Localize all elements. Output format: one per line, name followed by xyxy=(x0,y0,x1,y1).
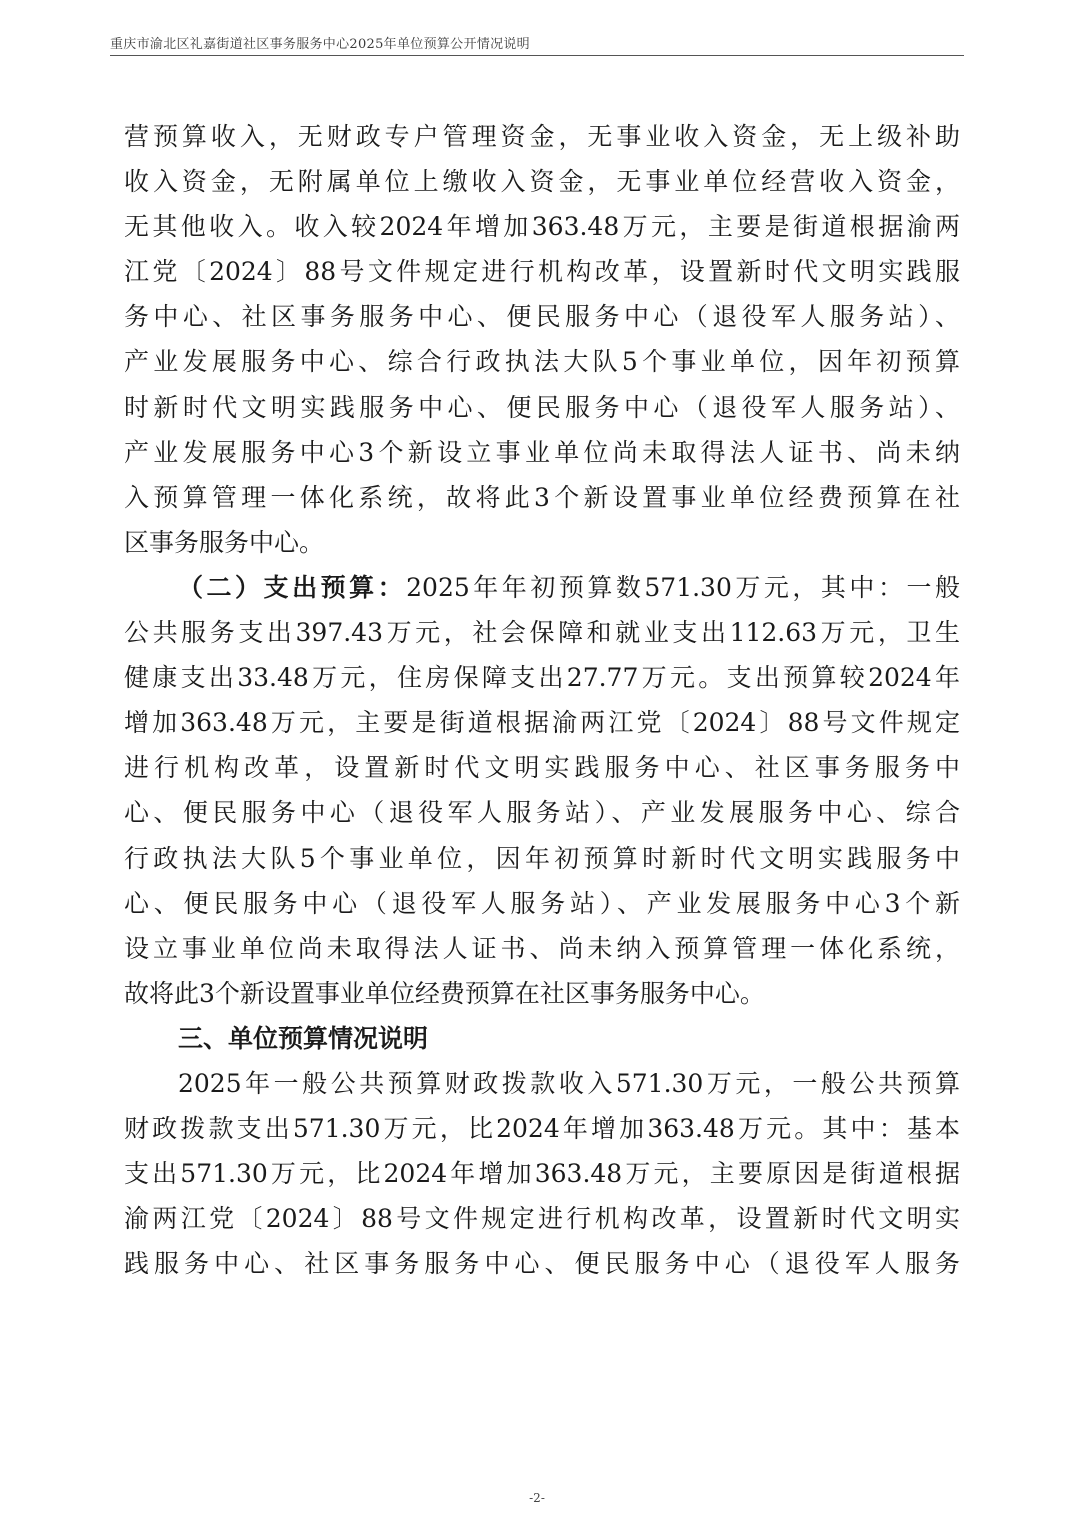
text-line: 渝两江党〔2024〕88号文件规定进行机构改革，设置新时代文明实 xyxy=(124,1204,960,1234)
text-line: 区事务服务中心。 xyxy=(124,527,325,557)
text-run: 2025年年初预算数571.30万元，其中：一般 xyxy=(406,572,960,602)
running-header: 重庆市渝北区礼嘉街道社区事务服务中心2025年单位预算公开情况说明 xyxy=(110,37,530,52)
text-line: 支出571.30万元，比2024年增加363.48万元，主要原因是街道根据 xyxy=(124,1159,960,1189)
text-line: 心、便民服务中心（退役军人服务站）、产业发展服务中心3个新 xyxy=(124,888,960,918)
text-line: 行政执法大队5个事业单位，因年初预算时新时代文明实践服务中 xyxy=(124,843,960,873)
paragraph-expenditure-budget xyxy=(124,565,960,1016)
text-line: 践服务中心、社区事务服务中心、便民服务中心（退役军人服务 xyxy=(124,1249,960,1279)
section-three xyxy=(124,1016,960,1287)
text-line: 财政拨款支出571.30万元，比2024年增加363.48万元。其中：基本 xyxy=(124,1114,960,1144)
text-line: 增加363.48万元，主要是街道根据渝两江党〔2024〕88号文件规定 xyxy=(124,708,960,738)
text-line: 无其他收入。收入较2024年增加363.48万元，主要是街道根据渝两 xyxy=(124,212,960,242)
text-line: 进行机构改革，设置新时代文明实践服务中心、社区事务服务中 xyxy=(124,753,960,783)
text-line: 江党〔2024〕88号文件规定进行机构改革，设置新时代文明实践服 xyxy=(124,257,960,287)
subsection-label: （二）支出预算： xyxy=(178,572,407,602)
header-divider xyxy=(110,55,964,56)
text-line: 营预算收入，无财政专户管理资金，无事业收入资金，无上级补助 xyxy=(124,122,960,151)
text-line: 故将此3个新设置事业单位经费预算在社区事务服务中心。 xyxy=(124,978,765,1008)
text-line: 收入资金，无附属单位上缴收入资金，无事业单位经营收入资金， xyxy=(124,167,960,197)
text-line: 务中心、社区事务服务中心、便民服务中心（退役军人服务站）、 xyxy=(124,302,960,332)
text-line: 2025年一般公共预算财政拨款收入571.30万元，一般公共预算 xyxy=(178,1068,960,1098)
page-number: -2- xyxy=(529,1491,545,1505)
text-line: 入预算管理一体化系统，故将此3个新设置事业单位经费预算在社 xyxy=(124,482,960,512)
text-line xyxy=(124,565,960,610)
text-line: 产业发展服务中心、综合行政执法大队5个事业单位，因年初预算 xyxy=(124,347,960,377)
text-line: 时新时代文明实践服务中心、便民服务中心（退役军人服务站）、 xyxy=(124,392,960,422)
text-line: 产业发展服务中心3个新设立事业单位尚未取得法人证书、尚未纳 xyxy=(124,437,960,467)
document-body xyxy=(124,114,960,1286)
text-line: 公共服务支出397.43万元，社会保障和就业支出112.63万元，卫生 xyxy=(124,618,960,648)
section-heading: 三、单位预算情况说明 xyxy=(178,1023,429,1053)
text-line: 设立事业单位尚未取得法人证书、尚未纳入预算管理一体化系统， xyxy=(124,933,960,963)
paragraph-income-continued xyxy=(124,114,960,565)
text-line: 健康支出33.48万元，住房保障支出27.77万元。支出预算较2024年 xyxy=(124,663,960,693)
text-line: 心、便民服务中心（退役军人服务站）、产业发展服务中心、综合 xyxy=(124,798,960,828)
